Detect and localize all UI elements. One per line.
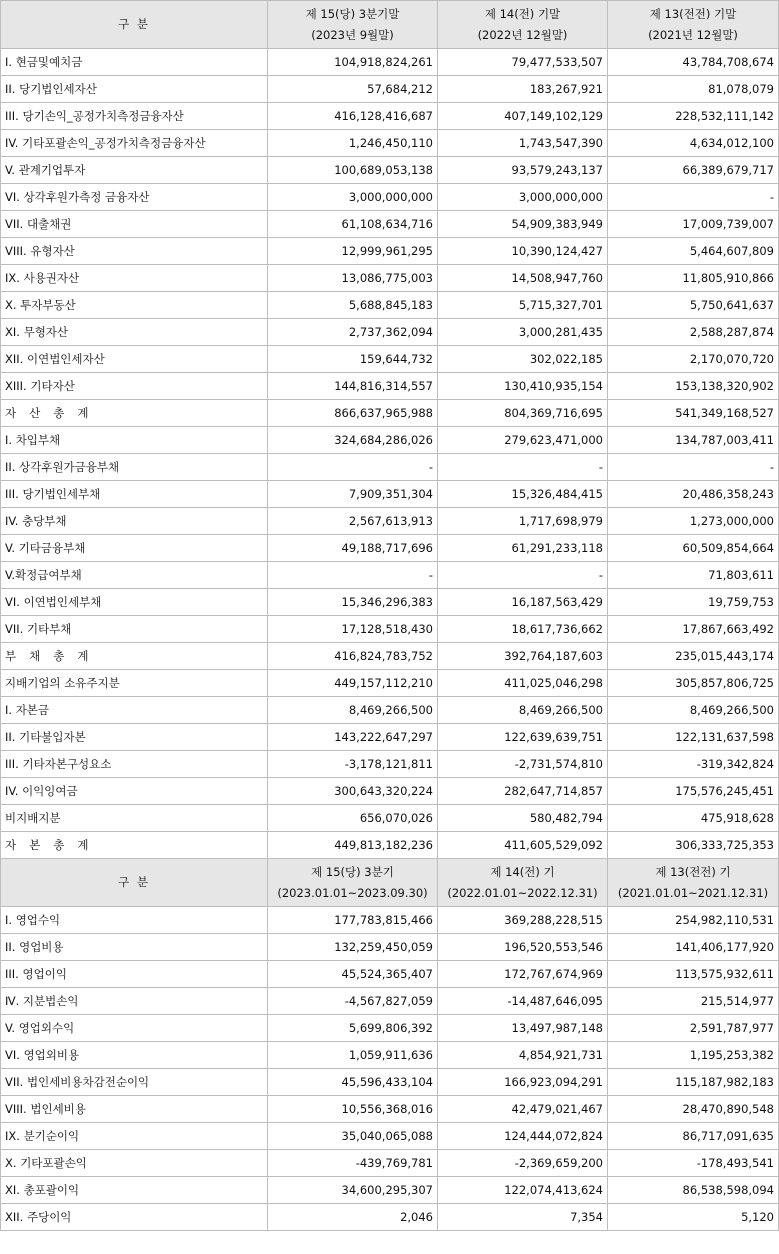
value-prior: -2,369,659,200 [438,1150,608,1177]
value-prior-prior: 2,591,787,977 [608,1015,779,1042]
balance-sheet-row [1,454,779,481]
value-prior-prior: 122,131,637,598 [608,724,779,751]
value-current: 104,918,824,261 [268,49,438,76]
value-prior-prior: -319,342,824 [608,751,779,778]
value-prior-prior: 86,538,598,094 [608,1177,779,1204]
header-period-date: (2021년 12월말) [648,27,738,42]
header-period-title: 제 15(당) 3분기 [311,864,394,879]
value-prior: 61,291,233,118 [438,535,608,562]
row-label: II. 당기법인세자산 [1,76,268,103]
balance-sheet-row [1,265,779,292]
value-prior: 54,909,383,949 [438,211,608,238]
value-prior-prior: 60,509,854,664 [608,535,779,562]
row-label: XII. 이연법인세자산 [1,346,268,373]
value-prior-prior: 17,009,739,007 [608,211,779,238]
balance-sheet-row [1,562,779,589]
value-prior-prior: 5,750,641,637 [608,292,779,319]
row-label: 자본총계 [1,832,268,859]
balance-sheet-row [1,346,779,373]
value-prior-prior: 66,389,679,717 [608,157,779,184]
value-prior: 1,743,547,390 [438,130,608,157]
row-label: VIII. 법인세비용 [1,1096,268,1123]
header-period-title: 제 13(전전) 기말 [649,6,737,21]
value-prior-prior: 19,759,753 [608,589,779,616]
balance-sheet-row [1,319,779,346]
row-label: V.확정급여부채 [1,562,268,589]
balance-sheet-row [1,832,779,859]
row-label: IV. 충당부채 [1,508,268,535]
balance-sheet-row [1,157,779,184]
balance-sheet-row [1,508,779,535]
value-current: -4,567,827,059 [268,988,438,1015]
value-prior: 183,267,921 [438,76,608,103]
value-prior: 3,000,281,435 [438,319,608,346]
header-period-date: (2023년 9월말) [311,27,394,42]
value-prior-prior: 20,486,358,243 [608,481,779,508]
value-prior-prior: 175,576,245,451 [608,778,779,805]
value-prior: 14,508,947,760 [438,265,608,292]
balance-sheet-row [1,400,779,427]
value-current: 416,824,783,752 [268,643,438,670]
value-current: 5,688,845,183 [268,292,438,319]
row-label: XII. 주당이익 [1,1204,268,1231]
balance-sheet-header-row [1,1,779,49]
value-prior: 580,482,794 [438,805,608,832]
row-label: I. 자본금 [1,697,268,724]
value-current: 177,783,815,466 [268,907,438,934]
row-label: VII. 대출채권 [1,211,268,238]
value-current: 17,128,518,430 [268,616,438,643]
value-current: -439,769,781 [268,1150,438,1177]
row-label: IV. 이익잉여금 [1,778,268,805]
balance-sheet-row [1,103,779,130]
value-prior: 302,022,185 [438,346,608,373]
row-label: VII. 법인세비용차감전순이익 [1,1069,268,1096]
income-statement-row [1,1096,779,1123]
header-period-prior [438,1,608,49]
balance-sheet-row [1,535,779,562]
value-current: 100,689,053,138 [268,157,438,184]
value-prior-prior: 475,918,628 [608,805,779,832]
value-prior: - [438,454,608,481]
balance-sheet-section [1,1,779,859]
value-current: 144,816,314,557 [268,373,438,400]
row-label: II. 기타불입자본 [1,724,268,751]
value-prior-prior: 305,857,806,725 [608,670,779,697]
value-prior-prior: 86,717,091,635 [608,1123,779,1150]
value-prior-prior: 215,514,977 [608,988,779,1015]
header-category-cell: 구 분 [1,1,268,49]
header-period-date: (2023.01.01~2023.09.30) [277,885,428,900]
value-prior-prior: 4,634,012,100 [608,130,779,157]
value-prior: 122,074,413,624 [438,1177,608,1204]
row-label: IV. 기타포괄손익_공정가치측정금융자산 [1,130,268,157]
value-current: 57,684,212 [268,76,438,103]
value-prior-prior: 1,273,000,000 [608,508,779,535]
value-prior: 3,000,000,000 [438,184,608,211]
row-label: XI. 무형자산 [1,319,268,346]
row-label: 비지배지분 [1,805,268,832]
income-statement-row [1,934,779,961]
header-period-title: 제 14(전) 기말 [484,6,561,21]
income-statement-row [1,1150,779,1177]
value-prior: 124,444,072,824 [438,1123,608,1150]
row-label: I. 차입부채 [1,427,268,454]
value-prior-prior: 141,406,177,920 [608,934,779,961]
income-statement-row [1,1069,779,1096]
header-period-current [268,859,438,907]
balance-sheet-row [1,778,779,805]
header-period-prior-prior [608,859,779,907]
balance-sheet-row [1,184,779,211]
value-prior: 15,326,484,415 [438,481,608,508]
header-category-cell: 구 분 [1,859,268,907]
value-prior: 13,497,987,148 [438,1015,608,1042]
balance-sheet-row [1,805,779,832]
value-prior-prior: 235,015,443,174 [608,643,779,670]
income-statement-row [1,961,779,988]
income-statement-row [1,988,779,1015]
value-current: 449,813,182,236 [268,832,438,859]
value-prior: 166,923,094,291 [438,1069,608,1096]
value-current: 324,684,286,026 [268,427,438,454]
value-prior: 42,479,021,467 [438,1096,608,1123]
row-label: VI. 이연법인세부채 [1,589,268,616]
row-label: VIII. 유형자산 [1,238,268,265]
value-prior: 4,854,921,731 [438,1042,608,1069]
value-current: 15,346,296,383 [268,589,438,616]
row-label: II. 영업비용 [1,934,268,961]
balance-sheet-row [1,292,779,319]
value-current: - [268,454,438,481]
header-period-date: (2022.01.01~2022.12.31) [447,885,598,900]
value-current: 8,469,266,500 [268,697,438,724]
value-prior: 279,623,471,000 [438,427,608,454]
value-prior: 411,025,046,298 [438,670,608,697]
value-current: 35,040,065,088 [268,1123,438,1150]
value-prior: - [438,562,608,589]
value-current: 49,188,717,696 [268,535,438,562]
value-current: 2,046 [268,1204,438,1231]
header-period-title: 제 13(전전) 기 [655,864,731,879]
income-statement-row [1,1204,779,1231]
income-statement-section [1,859,779,1231]
value-prior: 369,288,228,515 [438,907,608,934]
balance-sheet-row [1,616,779,643]
value-prior: 93,579,243,137 [438,157,608,184]
value-prior-prior: 1,195,253,382 [608,1042,779,1069]
row-label: VI. 영업외비용 [1,1042,268,1069]
value-prior: 196,520,553,546 [438,934,608,961]
header-period-title: 제 15(당) 3분기말 [305,6,400,21]
value-current: 61,108,634,716 [268,211,438,238]
balance-sheet-row [1,211,779,238]
value-prior-prior: 5,120 [608,1204,779,1231]
value-current: 45,596,433,104 [268,1069,438,1096]
value-current: 5,699,806,392 [268,1015,438,1042]
value-prior: 7,354 [438,1204,608,1231]
value-prior-prior: 81,078,079 [608,76,779,103]
value-prior: 8,469,266,500 [438,697,608,724]
row-label: 지배기업의 소유주지분 [1,670,268,697]
value-current: 3,000,000,000 [268,184,438,211]
row-label: IX. 사용권자산 [1,265,268,292]
value-prior-prior: 2,588,287,874 [608,319,779,346]
value-prior-prior: 71,803,611 [608,562,779,589]
header-period-prior-prior [608,1,779,49]
value-prior-prior: -178,493,541 [608,1150,779,1177]
balance-sheet-row [1,427,779,454]
value-prior: 804,369,716,695 [438,400,608,427]
value-prior: 5,715,327,701 [438,292,608,319]
row-label: VI. 상각후원가측정 금융자산 [1,184,268,211]
value-prior-prior: 28,470,890,548 [608,1096,779,1123]
value-current: 7,909,351,304 [268,481,438,508]
balance-sheet-row [1,670,779,697]
value-prior: 10,390,124,427 [438,238,608,265]
row-label: V. 기타금융부채 [1,535,268,562]
value-current: 1,246,450,110 [268,130,438,157]
income-statement-row [1,1015,779,1042]
balance-sheet-row [1,751,779,778]
value-current: 12,999,961,295 [268,238,438,265]
row-label: IX. 분기순이익 [1,1123,268,1150]
value-prior-prior: - [608,184,779,211]
balance-sheet-row [1,373,779,400]
header-period-current [268,1,438,49]
value-prior: 79,477,533,507 [438,49,608,76]
value-prior: 172,767,674,969 [438,961,608,988]
balance-sheet-row [1,643,779,670]
value-prior-prior: 115,187,982,183 [608,1069,779,1096]
income-statement-row [1,1123,779,1150]
value-prior-prior: 113,575,932,611 [608,961,779,988]
value-current: 656,070,026 [268,805,438,832]
value-current: 13,086,775,003 [268,265,438,292]
row-label: III. 당기법인세부채 [1,481,268,508]
header-period-date: (2022년 12월말) [477,27,568,42]
value-prior: 407,149,102,129 [438,103,608,130]
value-prior: -14,487,646,095 [438,988,608,1015]
value-prior: 392,764,187,603 [438,643,608,670]
value-prior: 18,617,736,662 [438,616,608,643]
income-statement-header-row [1,859,779,907]
header-period-date: (2021.01.01~2021.12.31) [617,885,769,900]
balance-sheet-row [1,238,779,265]
balance-sheet-row [1,130,779,157]
value-current: 300,643,320,224 [268,778,438,805]
balance-sheet-row [1,49,779,76]
income-statement-row [1,907,779,934]
value-prior-prior: 5,464,607,809 [608,238,779,265]
value-current: 143,222,647,297 [268,724,438,751]
row-label: I. 영업수익 [1,907,268,934]
value-prior-prior: 11,805,910,866 [608,265,779,292]
income-statement-row [1,1042,779,1069]
value-current: 45,524,365,407 [268,961,438,988]
value-current: 1,059,911,636 [268,1042,438,1069]
value-current: 34,600,295,307 [268,1177,438,1204]
value-prior: 122,639,639,751 [438,724,608,751]
value-prior: 282,647,714,857 [438,778,608,805]
income-statement-row [1,1177,779,1204]
value-current: -3,178,121,811 [268,751,438,778]
row-label: V. 관계기업투자 [1,157,268,184]
value-prior-prior: 134,787,003,411 [608,427,779,454]
row-label: X. 기타포괄손익 [1,1150,268,1177]
value-prior-prior: 254,982,110,531 [608,907,779,934]
value-current: 416,128,416,687 [268,103,438,130]
value-prior-prior: 228,532,111,142 [608,103,779,130]
balance-sheet-row [1,76,779,103]
row-label: Ⅳ. 지분법손익 [1,988,268,1015]
value-current: 132,259,450,059 [268,934,438,961]
value-prior: 130,410,935,154 [438,373,608,400]
value-prior-prior: - [608,454,779,481]
value-prior-prior: 17,867,663,492 [608,616,779,643]
value-prior: 16,187,563,429 [438,589,608,616]
value-current: 159,644,732 [268,346,438,373]
row-label: 자산총계 [1,400,268,427]
value-prior: -2,731,574,810 [438,751,608,778]
value-prior-prior: 8,469,266,500 [608,697,779,724]
value-current: - [268,562,438,589]
row-label: XI. 총포괄이익 [1,1177,268,1204]
balance-sheet-row [1,481,779,508]
value-prior-prior: 541,349,168,527 [608,400,779,427]
value-prior-prior: 153,138,320,902 [608,373,779,400]
value-current: 10,556,368,016 [268,1096,438,1123]
value-current: 449,157,112,210 [268,670,438,697]
row-label: III. 당기손익_공정가치측정금융자산 [1,103,268,130]
row-label: VII. 기타부채 [1,616,268,643]
value-prior: 1,717,698,979 [438,508,608,535]
value-prior-prior: 2,170,070,720 [608,346,779,373]
row-label: X. 투자부동산 [1,292,268,319]
value-current: 2,567,613,913 [268,508,438,535]
row-label: I. 현금및예치금 [1,49,268,76]
row-label: III. 영업이익 [1,961,268,988]
balance-sheet-row [1,589,779,616]
row-label: XIII. 기타자산 [1,373,268,400]
header-period-title: 제 14(전) 기 [490,864,555,879]
value-prior-prior: 306,333,725,353 [608,832,779,859]
value-current: 866,637,965,988 [268,400,438,427]
balance-sheet-row [1,724,779,751]
row-label: V. 영업외수익 [1,1015,268,1042]
header-period-prior [438,859,608,907]
value-prior: 411,605,529,092 [438,832,608,859]
value-prior-prior: 43,784,708,674 [608,49,779,76]
row-label: 부채총계 [1,643,268,670]
row-label: III. 기타자본구성요소 [1,751,268,778]
balance-sheet-row [1,697,779,724]
value-current: 2,737,362,094 [268,319,438,346]
row-label: II. 상각후원가금융부채 [1,454,268,481]
